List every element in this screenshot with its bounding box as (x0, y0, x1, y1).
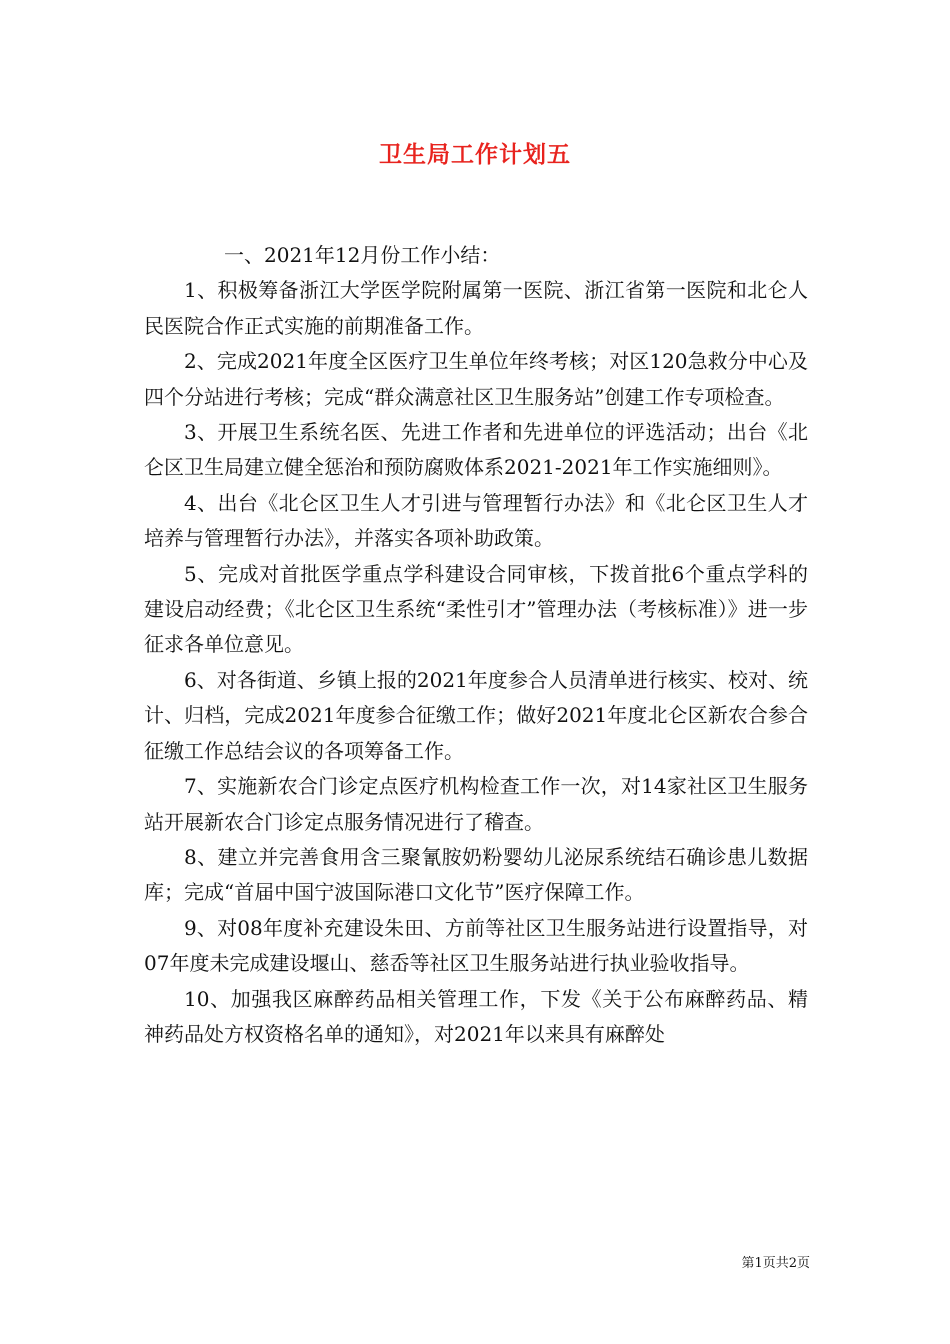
paragraph-1: 1、积极筹备浙江大学医学院附属第一医院、浙江省第一医院和北仑人民医院合作正式实施的前期准备工作。 (144, 278, 808, 338)
document-title: 卫生局工作计划五 (379, 141, 571, 168)
page-number: 第1页共2页 (741, 1256, 810, 1271)
paragraph-5: 5、完成对首批医学重点学科建设合同审核，下拨首批6个重点学科的建设启动经费；《北仑区卫生系统“柔性引才”管理办法（考核标准）》进一步征求各单位意见。 (144, 561, 808, 657)
document-body (144, 238, 808, 1052)
paragraph-6: 6、对各街道、乡镇上报的2021年度参合人员清单进行核实、校对、统计、归档，完成2021年度参合征缴工作；做好2021年度北仑区新农合参合征缴工作总结会议的各项筹备工作。 (144, 667, 808, 763)
paragraph-7: 7、实施新农合门诊定点医疗机构检查工作一次，对14家社区卫生服务站开展新农合门诊定点服务情况进行了稽查。 (144, 774, 808, 834)
paragraph-8: 8、建立并完善食用含三聚氰胺奶粉婴幼儿泌尿系统结石确诊患儿数据库；完成“首届中国宁波国际港口文化节”医疗保障工作。 (144, 844, 808, 905)
paragraph-3: 3、开展卫生系统名医、先进工作者和先进单位的评选活动；出台《北仑区卫生局建立健全惩治和预防腐败体系2021-2021年工作实施细则》。 (144, 420, 808, 480)
section-heading: 一、2021年12月份工作小结： (224, 243, 501, 267)
paragraph-10: 10、加强我区麻醉药品相关管理工作，下发《关于公布麻醉药品、精神药品处方权资格名单的通知》，对2021年以来具有麻醉处 (144, 986, 808, 1046)
paragraph-2: 2、完成2021年度全区医疗卫生单位年终考核；对区120急救分中心及四个分站进行考核；完成“群众满意社区卫生服务站”创建工作专项检查。 (144, 349, 808, 409)
paragraph-9: 9、对08年度补充建设朱田、方前等社区卫生服务站进行设置指导，对07年度未完成建设堰山、慈岙等社区卫生服务站进行执业验收指导。 (144, 915, 808, 976)
paragraph-4: 4、出台《北仑区卫生人才引进与管理暂行办法》和《北仑区卫生人才培养与管理暂行办法》，并落实各项补助政策。 (144, 490, 808, 551)
